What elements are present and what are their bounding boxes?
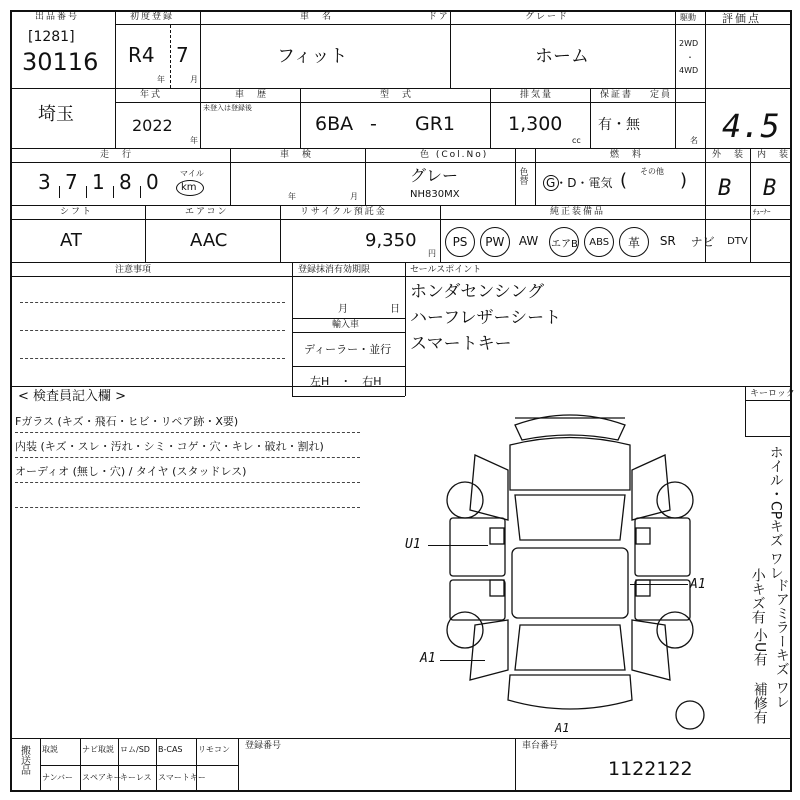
reg-deadline-label: 登録抹消有効期限 xyxy=(298,265,371,275)
col-divider xyxy=(450,10,451,88)
capacity-unit: 名 xyxy=(690,136,698,145)
model-dash: - xyxy=(370,113,377,135)
first-reg-divider xyxy=(170,25,171,88)
row-divider xyxy=(10,738,792,739)
reg-day-unit: 日 xyxy=(390,304,400,315)
location: 埼玉 xyxy=(38,104,74,125)
inspector-line: オーディオ (無し・穴) / タイヤ (スタッドレス) xyxy=(15,465,247,478)
key-lock-label: キーロック xyxy=(750,389,795,399)
inspector-line: 内装 (キズ・スレ・汚れ・シミ・コゲ・穴・キレ・破れ・割れ) xyxy=(15,440,324,453)
equipment-item: DTV xyxy=(727,235,748,247)
equipment-item: 革 xyxy=(619,227,649,257)
shift-label: シフト xyxy=(60,207,94,217)
caution-line xyxy=(20,358,285,359)
first-reg-month-unit: 月 xyxy=(190,75,198,84)
label-line xyxy=(745,400,792,401)
fuel-open-paren: ( xyxy=(620,170,628,191)
inspection-year-unit: 年 xyxy=(288,192,296,201)
label-line xyxy=(10,276,792,277)
col-divider xyxy=(675,10,676,148)
color: グレー xyxy=(410,166,459,185)
color-label: 色 (Col.No) xyxy=(420,150,489,160)
side-note: ドアミラーキズ ワレ xyxy=(773,578,790,709)
inspector-rule xyxy=(15,482,360,483)
equipment-item: PW xyxy=(480,227,510,257)
side-note: ホイル・CPキズ ワレ xyxy=(767,445,784,580)
first-reg-label: 初度登録 xyxy=(130,12,175,22)
mileage-label: 走 行 xyxy=(100,150,134,160)
transport-item: 取説 xyxy=(42,745,58,754)
label-line xyxy=(10,219,792,220)
col-divider xyxy=(490,88,491,148)
reg-no-label: 登録番号 xyxy=(245,741,282,751)
col-divider xyxy=(365,148,366,205)
inspector-rule xyxy=(15,507,360,508)
mileage-unit-km: km xyxy=(181,182,197,193)
first-reg-era: R4 xyxy=(128,43,155,67)
first-reg-month: 7 xyxy=(176,43,189,67)
col-divider xyxy=(745,386,746,436)
equipment-item: AW xyxy=(518,234,539,248)
equipment-item: SR xyxy=(659,234,676,248)
inspection-label: 車 検 xyxy=(280,150,314,160)
inspector-line: Fガラス (キズ・飛石・ヒビ・リペア跡・X要) xyxy=(15,415,239,428)
equipment-item: ナビ xyxy=(690,234,715,249)
lot-number: 30116 xyxy=(22,48,99,76)
damage-mark: U1 xyxy=(405,537,421,552)
recycle-unit: 円 xyxy=(428,249,436,258)
drive-dot: ・ xyxy=(686,53,694,62)
col-divider xyxy=(115,10,116,148)
model-prefix: 6BA xyxy=(315,113,354,135)
capacity-label: 定員 xyxy=(650,90,673,100)
row-divider xyxy=(10,148,792,149)
grade-label: グレード xyxy=(525,12,570,22)
grade: ホーム xyxy=(535,46,589,67)
handle-side: 左H ・ 右H xyxy=(310,375,382,388)
caution-line xyxy=(20,330,285,331)
car-name: フィット xyxy=(277,46,348,67)
damage-leader xyxy=(428,545,488,546)
label-line xyxy=(292,332,405,333)
color-code: NH830MX xyxy=(410,189,460,200)
col-divider xyxy=(200,10,201,88)
inspector-rule xyxy=(15,457,360,458)
warranty-label: 保証書 xyxy=(600,90,634,100)
model-year-unit: 年 xyxy=(190,136,198,145)
damage-mark: A1 xyxy=(555,721,570,735)
col-divider xyxy=(405,262,406,396)
fuel-label: 燃 料 xyxy=(610,150,644,160)
drive-2wd: 2WD xyxy=(679,39,699,48)
mileage-digit: 3 xyxy=(38,170,51,194)
recycle-fee: 9,350 xyxy=(365,230,417,251)
transport-item: リモコン xyxy=(198,745,230,754)
label-line xyxy=(40,765,238,766)
transport-item: スマートキー xyxy=(158,773,206,782)
model-year: 2022 xyxy=(132,116,173,135)
damage-mark: A1 xyxy=(420,651,436,666)
caution-line xyxy=(20,302,285,303)
label-line xyxy=(292,396,405,397)
equipment-label: 純正装備品 xyxy=(550,207,606,217)
interior: B xyxy=(763,176,777,201)
reg-month-unit: 月 xyxy=(338,304,348,315)
row-divider xyxy=(10,262,792,263)
car-name-label: 車 名 xyxy=(300,12,334,22)
col-divider xyxy=(590,88,591,148)
mileage-digit: 8 xyxy=(119,170,132,194)
mileage-digit: 1 xyxy=(92,170,105,194)
displacement-label: 排気量 xyxy=(520,90,554,100)
displacement-unit: cc xyxy=(572,136,581,145)
interior-label: 内 装 xyxy=(757,150,791,160)
col-divider xyxy=(515,148,516,205)
fuel: G・D・電気 xyxy=(546,176,613,190)
label-line xyxy=(115,24,705,25)
caution-label: 注意事項 xyxy=(115,265,152,275)
drive-4wd: 4WD xyxy=(679,66,699,75)
damage-leader xyxy=(630,584,688,585)
history-label: 車 歴 xyxy=(235,90,269,100)
side-note: 小キズ有 xyxy=(749,568,766,624)
transport-item: ナビ取説 xyxy=(82,745,114,754)
digit-separator xyxy=(86,186,87,198)
import-label: 輸入車 xyxy=(332,320,360,330)
col-divider xyxy=(230,148,231,205)
equipment-item: ABS xyxy=(584,227,614,257)
label-line xyxy=(292,366,405,367)
row-divider xyxy=(10,386,792,387)
sales-point: ハーフレザーシート xyxy=(410,308,562,328)
label-line xyxy=(292,318,405,319)
side-note: 小U有 xyxy=(751,628,768,667)
ac: AAC xyxy=(190,230,228,251)
transport-item: ナンバー xyxy=(42,773,74,782)
exterior-label: 外 装 xyxy=(712,150,746,160)
model-code: GR1 xyxy=(415,113,456,135)
digit-separator xyxy=(113,186,114,198)
mileage-unit-mile: マイル xyxy=(180,169,204,178)
damage-leader xyxy=(440,660,485,661)
displacement: 1,300 xyxy=(508,113,563,135)
row-divider xyxy=(10,205,792,206)
transport-item: B-CAS xyxy=(158,745,183,754)
score-label: 評価点 xyxy=(722,12,761,25)
fuel-close-paren: ) xyxy=(680,170,688,191)
lot-label: 出品番号 xyxy=(35,12,80,22)
equipment-item: PS xyxy=(445,227,475,257)
year-label: 年式 xyxy=(140,90,163,100)
drive-label: 駆動 xyxy=(680,13,696,22)
digit-separator xyxy=(140,186,141,198)
warranty: 有・無 xyxy=(598,117,640,133)
label-line xyxy=(115,102,705,103)
damage-mark: A1 xyxy=(690,577,706,592)
tuner-label: ﾁｭｰﾅｰ xyxy=(753,208,771,216)
col-divider xyxy=(292,262,293,396)
col-divider xyxy=(200,88,201,148)
transport-item: キーレス xyxy=(120,773,152,782)
mileage-digit: 7 xyxy=(65,170,78,194)
sales-point: スマートキー xyxy=(410,334,512,354)
inspector-title: < 検査員記入欄 > xyxy=(18,389,127,404)
inspector-rule xyxy=(15,432,360,433)
col-divider xyxy=(238,738,239,792)
lot-prefix: [1281] xyxy=(28,29,75,45)
col-divider xyxy=(440,205,441,262)
exterior: B xyxy=(718,176,732,201)
side-note: 補修有 xyxy=(751,682,768,724)
transport-item: ロム/SD xyxy=(120,745,150,754)
dealer-parallel: ディーラー・並行 xyxy=(304,343,392,356)
digit-separator xyxy=(59,186,60,198)
col-divider xyxy=(145,205,146,262)
fuel-other: その他 xyxy=(640,167,664,176)
shift: AT xyxy=(60,230,82,251)
score: 4.5 xyxy=(722,107,780,145)
sales-point: ホンダセンシング xyxy=(410,282,545,302)
mileage-digit: 0 xyxy=(146,170,159,194)
transport-item: スペアキー xyxy=(82,773,122,782)
col-divider xyxy=(535,148,536,205)
equipment-item: エアB xyxy=(549,227,579,257)
car-diagram xyxy=(420,400,720,735)
col-divider xyxy=(280,205,281,262)
transport-label: 搬送品 xyxy=(18,745,30,775)
col-divider xyxy=(705,10,706,262)
door-label: ドア xyxy=(428,12,450,22)
inspection-month-unit: 月 xyxy=(350,192,358,201)
label-line xyxy=(10,162,792,163)
first-reg-year-unit: 年 xyxy=(157,75,165,84)
recycle-label: リサイクル預託金 xyxy=(300,207,387,217)
color-change-label: 色替 xyxy=(517,167,528,185)
model-label: 型 式 xyxy=(380,90,414,100)
chassis-label: 車台番号 xyxy=(522,741,559,751)
history-note: 未登入は登録後 xyxy=(203,104,252,112)
chassis-number: 1122122 xyxy=(608,758,693,780)
label-line xyxy=(745,436,792,437)
col-divider xyxy=(515,738,516,792)
sales-label: セールスポイント xyxy=(410,265,482,275)
col-divider xyxy=(300,88,301,148)
ac-label: エアコン xyxy=(185,207,229,217)
